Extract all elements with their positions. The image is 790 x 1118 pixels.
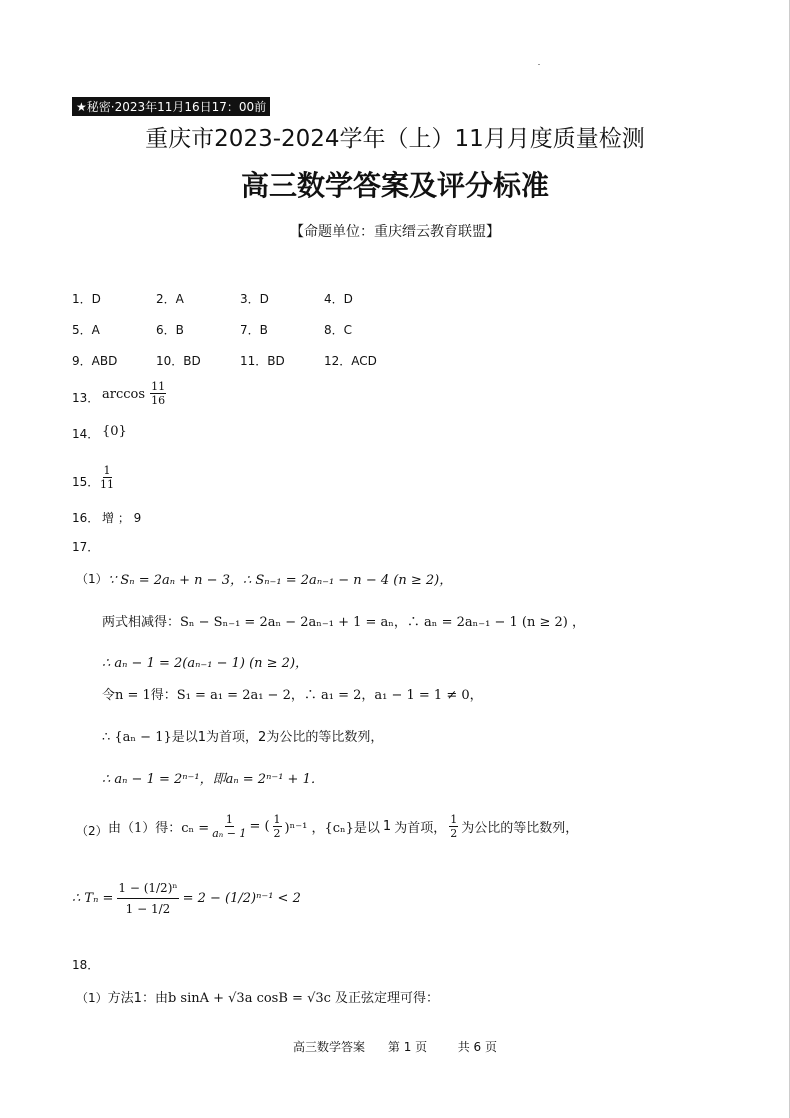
q15-num: 1 [103,464,111,477]
answer-2: 2．A [156,292,184,306]
answer-10: 10．BD [156,354,201,368]
q17-line7-first: 1 [382,819,392,834]
q18-line1 [76,987,439,1006]
q18-method: 方法 [107,991,134,1006]
q16-label: 16． [72,511,100,525]
q17-line8-frac [117,878,178,919]
q17-line7-ratio-den: 2 [450,827,458,840]
q17-line1: ∵ Sₙ = 2aₙ + n − 3，∴ Sₙ₋₁ = 2aₙ₋₁ − n − 4 (n ≥ 2)， [108,573,453,588]
q17-line3: ∴ aₙ − 1 = 2(aₙ₋₁ − 1) (n ≥ 2)， [102,656,309,671]
footer-total-suffix: 页 [485,1040,498,1054]
footer-page-number: 1 [403,1040,412,1054]
answer-11: 11．BD [240,354,285,368]
confidential-badge: ★秘密·2023年11月16日17：00前 [72,97,270,116]
q17-line5-ratio: 2 [258,730,267,745]
q17-line5 [102,726,383,745]
q17-line7-mid: 为首项， [394,821,447,836]
answer-7: 7．B [240,323,268,337]
q17-part2-label: （2） [76,824,108,838]
footer-total-pages: 6 [473,1040,482,1054]
q13-label: 13． [72,391,100,405]
footer-subject: 高三数学答案 [292,1040,365,1054]
q17-line8-den: 1 − 1/2 [125,902,171,916]
q17-line7-half-num: 1 [273,813,281,826]
q16-answer: 增 ； 9 [102,511,142,525]
scan-speck [538,64,540,65]
q17-line7-half [273,813,282,840]
q17-line4: 令n = 1得：S₁ = a₁ = 2a₁ − 2，∴ a₁ = 2，a₁ − 1 = 1 ≠ 0， [102,688,483,703]
q17-line7-frac [212,813,246,840]
answer-6: 6．B [156,323,184,337]
q17-line8-result: = 2 − (1/2)ⁿ⁻¹ < 2 [182,891,301,906]
q15-den: 11 [100,478,114,491]
issuing-unit: 【命题单位：重庆缙云教育联盟】 [290,224,500,240]
footer-total-prefix: 共 [457,1040,470,1054]
answer-12: 12．ACD [324,354,377,368]
q17-label: 17． [72,540,100,554]
answer-9: 9．ABD [72,354,118,368]
q17-line5-mid: 为首项， [206,730,259,745]
q17-line2: 两式相减得：Sₙ − Sₙ₋₁ = 2aₙ − 2aₙ₋₁ + 1 = aₙ，∴ aₙ = 2aₙ₋₁ − 1 (n ≥ 2) ， [102,615,585,630]
q17-line7-ratio [449,813,458,840]
q18-part1-label: （1） [76,991,108,1005]
q17-line6: ∴ aₙ − 1 = 2ⁿ⁻¹，即aₙ = 2ⁿ⁻¹ + 1． [102,772,324,787]
q14-label: 14． [72,427,100,441]
q13-prefix: arccos [102,387,146,402]
q17-line5-seq: ∴ {aₙ − 1}是以 [102,730,198,745]
answer-4: 4．D [324,292,353,306]
q17-line7-lead: 由（1）得：cₙ = [108,821,210,836]
q17-line7-half-den: 2 [273,827,281,840]
answer-5: 5．A [72,323,100,337]
document-title: 高三数学答案及评分标准 [240,169,549,202]
q15-fraction [100,464,114,491]
q17-line7-den: aₙ − 1 [212,827,247,840]
q17-line5-first: 1 [197,730,207,745]
q17-line7-ratio-num: 1 [450,813,458,826]
q13-num: 11 [151,380,166,393]
q17-line8-lead: ∴ Tₙ = [72,891,114,906]
q18-method-num: 1 [133,991,142,1006]
footer-page-prefix: 第 [387,1040,400,1054]
answer-3: 3．D [240,292,269,306]
q17-line7-eq: = ( [249,819,270,834]
q14-answer: {0} [102,424,127,439]
answer-1: 1．D [72,292,101,306]
q17-line8 [72,878,301,919]
q15-label: 15． [72,475,100,489]
q18-line1-text: ：由b sinA + √3a cosB = √3c 及正弦定理可得： [141,991,440,1006]
q17-part1-label: （1） [76,572,108,586]
answer-8: 8．C [324,323,353,337]
q13-answer [102,380,166,407]
exam-title: 重庆市2023-2024学年（上）11月月度质量检测 [145,126,645,152]
q13-den: 16 [151,394,166,407]
q17-line7-end: 为公比的等比数列， [461,821,579,836]
page-footer [0,1038,790,1055]
q17-line7-seq: )ⁿ⁻¹ ，{cₙ}是以 [284,821,380,836]
q17-line5-end: 为公比的等比数列， [266,730,384,745]
q17-line7-num: 1 [225,813,233,826]
footer-page-suffix: 页 [415,1040,428,1054]
q17-line8-num: 1 − (1/2)ⁿ [117,878,178,899]
q13-fraction [150,380,166,407]
q17-line7 [108,813,578,840]
q18-label: 18． [72,958,100,972]
